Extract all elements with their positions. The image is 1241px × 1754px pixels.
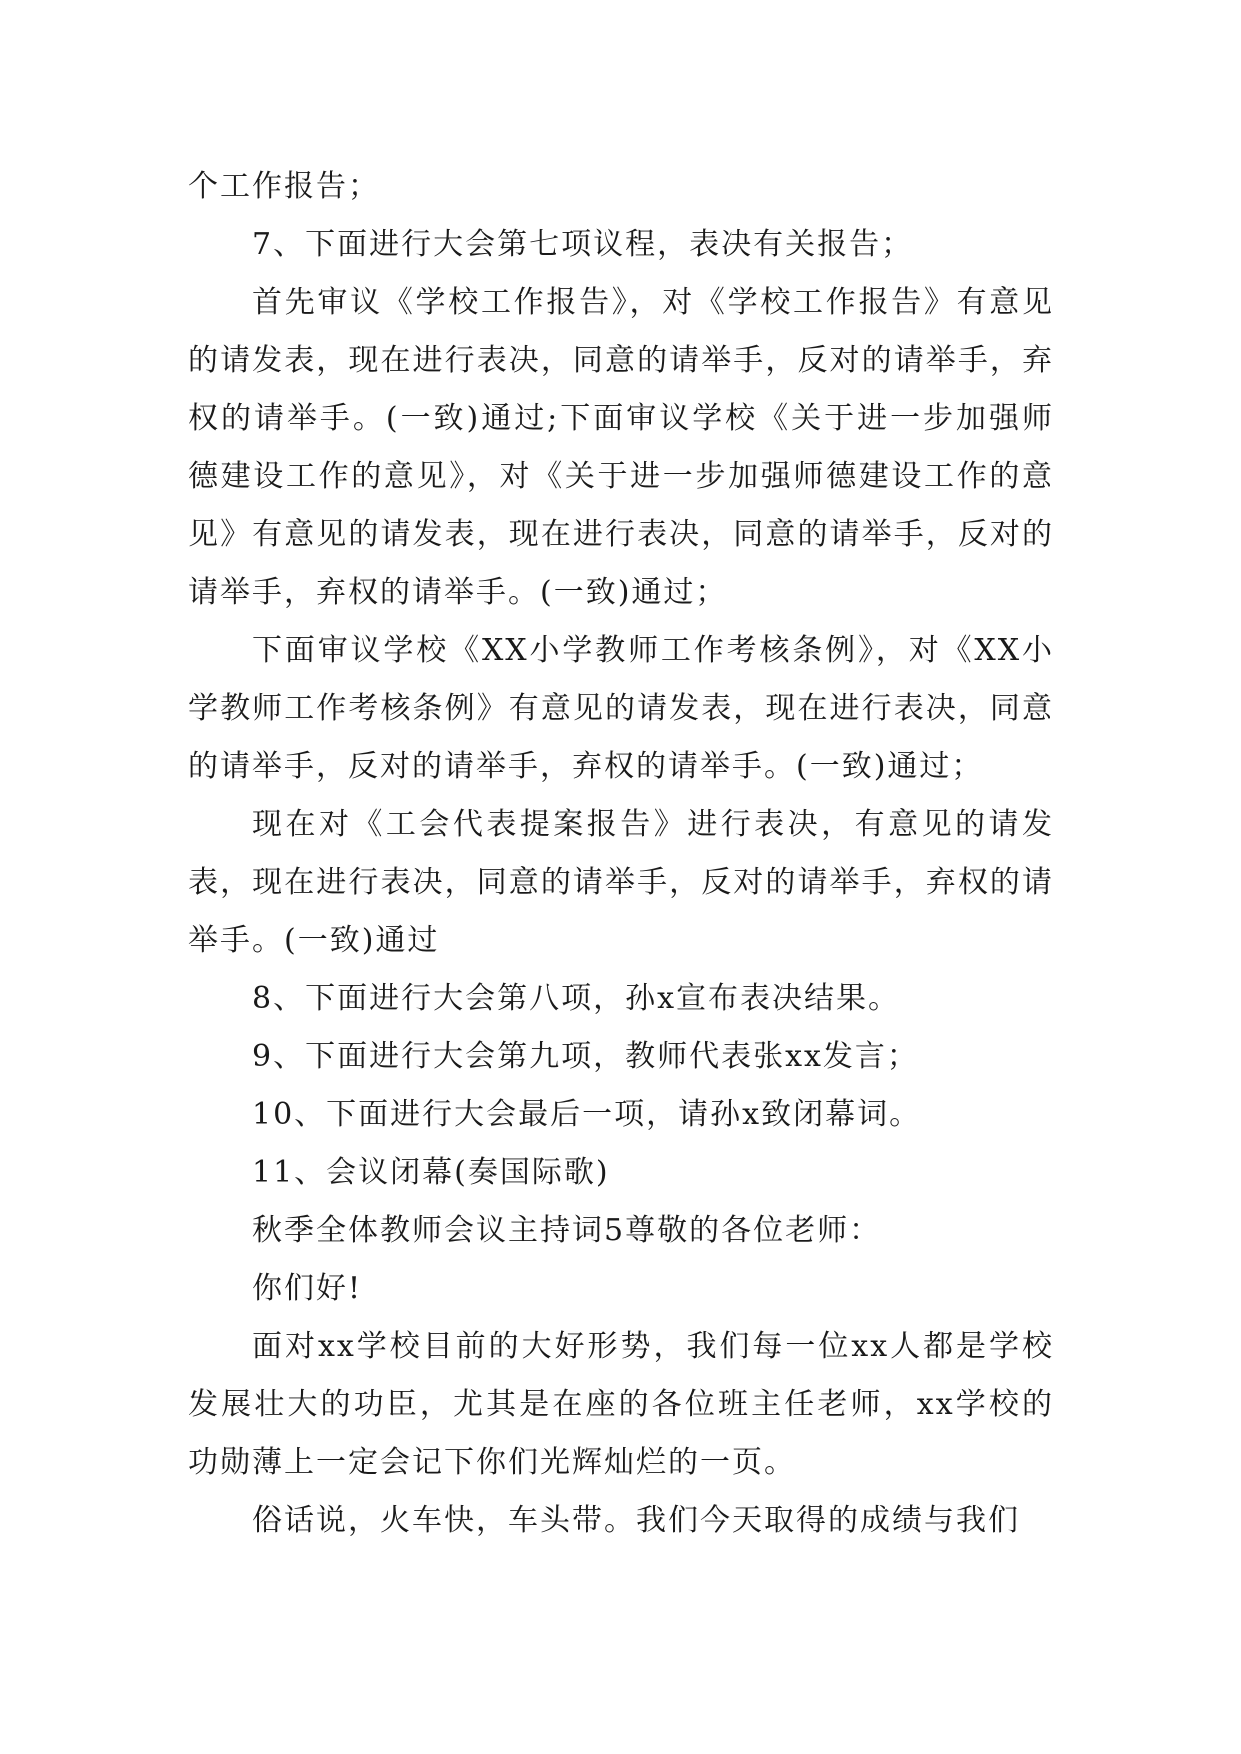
paragraph-item-10: 10、下面进行大会最后一项，请孙x致闭幕词。: [252, 1097, 922, 1132]
paragraph-continuation: 个工作报告；: [188, 169, 380, 204]
paragraph-item-11: 11、会议闭幕(奏国际歌): [252, 1155, 610, 1190]
document-body: [188, 158, 1054, 1550]
paragraph-union-proposal-vote: 现在对《工会代表提案报告》进行表决，有意见的请发表，现在进行表决，同意的请举手，反对的请举手，弃权的请举手。(一致)通过: [188, 807, 1054, 958]
paragraph-proverb: 俗话说，火车快，车头带。我们今天取得的成绩与我们: [252, 1503, 1020, 1538]
paragraph-item-8: 8、下面进行大会第八项，孙x宣布表决结果。: [252, 981, 901, 1016]
paragraph-item-9: 9、下面进行大会第九项，教师代表张xx发言；: [252, 1039, 919, 1074]
paragraph-item-7: 7、下面进行大会第七项议程，表决有关报告；: [252, 227, 914, 262]
paragraph-review-school-report: 首先审议《学校工作报告》，对《学校工作报告》有意见的请发表，现在进行表决，同意的请举手，反对的请举手，弃权的请举手。(一致)通过;下面审议学校《关于进一步加强师德建设工作的意见》，对《关于进一步加强师德建设工作的意见》有意见的请发表，现在进行表决，同意的请举手，反对的请举手，弃权的请举手。(一致)通过；: [188, 285, 1054, 610]
paragraph-review-teacher-assessment: 下面审议学校《XX小学教师工作考核条例》，对《XX小学教师工作考核条例》有意见的请发表，现在进行表决，同意的请举手，反对的请举手，弃权的请举手。(一致)通过；: [188, 633, 1054, 784]
section-heading-line: 秋季全体教师会议主持词5尊敬的各位老师：: [252, 1213, 882, 1248]
paragraph-school-situation: 面对xx学校目前的大好形势，我们每一位xx人都是学校发展壮大的功臣，尤其是在座的各位班主任老师，xx学校的功勋薄上一定会记下你们光辉灿烂的一页。: [188, 1329, 1054, 1480]
paragraph-greeting: 你们好!: [252, 1271, 363, 1306]
